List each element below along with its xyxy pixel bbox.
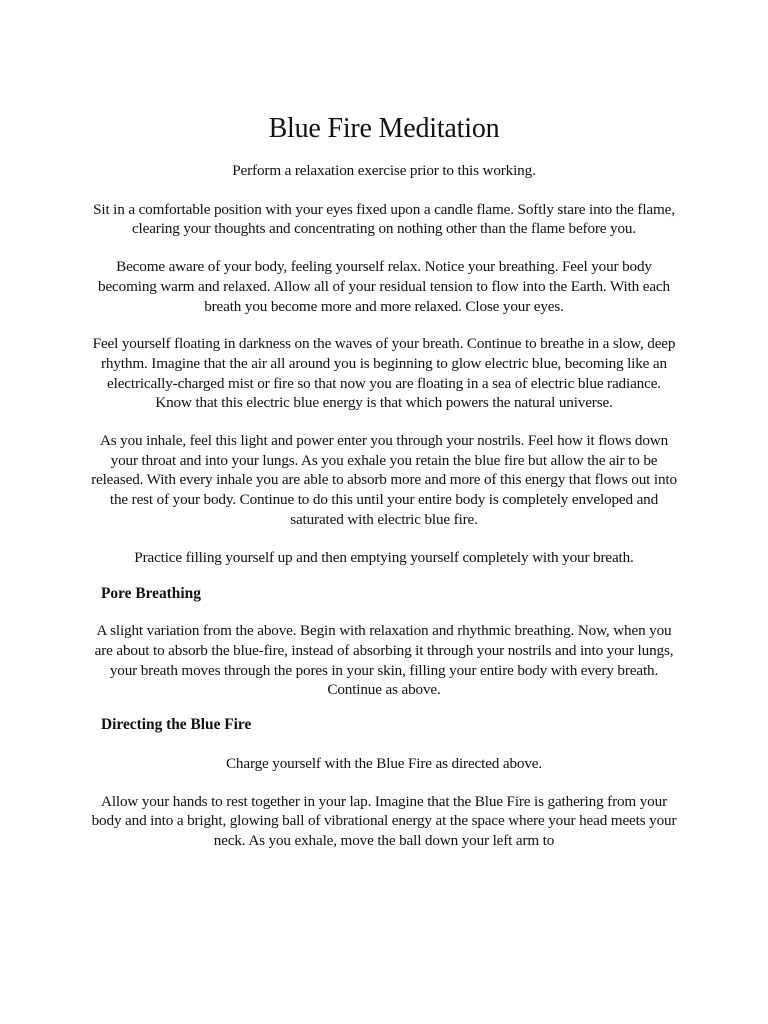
intro-paragraph: Perform a relaxation exercise prior to this working.: [232, 162, 536, 179]
paragraph-hands: Allow your hands to rest together in your lap. Imagine that the Blue Fire is gathering from your body and into a bright, glowing ball of vibrational energy at the space where your head meets your neck. As you exhale, move the ball down your left arm to: [91, 792, 677, 850]
section-heading-directing: Directing the Blue Fire: [101, 716, 252, 734]
section-heading-pore-breathing: Pore Breathing: [101, 585, 201, 603]
paragraph-inhale: As you inhale, feel this light and power enter you through your nostrils. Feel how it flows down your throat and into your lungs. As you exhale you retain the blue fire but allow the air to be released. With every inhale you are able to absorb more and more of this energy that flows out into the rest of your body. Continue to do this until your entire body is completely enveloped and saturated with electric blue fire.: [91, 432, 677, 528]
paragraph-candle: Sit in a comfortable position with your eyes fixed upon a candle flame. Softly stare into the flame, clearing your thoughts and concentrating on nothing other than the flame before you.: [93, 200, 675, 238]
page-title: Blue Fire Meditation: [268, 113, 500, 144]
paragraph-practice: Practice filling yourself up and then emptying yourself completely with your breath.: [134, 548, 634, 566]
paragraph-floating: Feel yourself floating in darkness on the waves of your breath. Continue to breathe in a slow, deep rhythm. Imagine that the air all around you is beginning to glow electric blue, becoming like an electrically-charged mist or fire so that now you are floating in a sea of electric blue radiance. Know that this electric blue energy is that which powers the natural universe.: [92, 335, 676, 412]
paragraph-relax: Become aware of your body, feeling yourself relax. Notice your breathing. Feel your body becoming warm and relaxed. Allow all of your residual tension to flow into the Earth. With each breath you become more and more relaxed. Close your eyes.: [98, 258, 670, 315]
paragraph-pore-breathing: A slight variation from the above. Begin with relaxation and rhythmic breathing. Now, when you are about to absorb the blue-fire, instead of absorbing it through your nostrils and into your lungs, your breath moves through the pores in your skin, filling your entire body with every breath. Continue as above.: [94, 622, 674, 699]
paragraph-charge: Charge yourself with the Blue Fire as directed above.: [225, 755, 543, 773]
